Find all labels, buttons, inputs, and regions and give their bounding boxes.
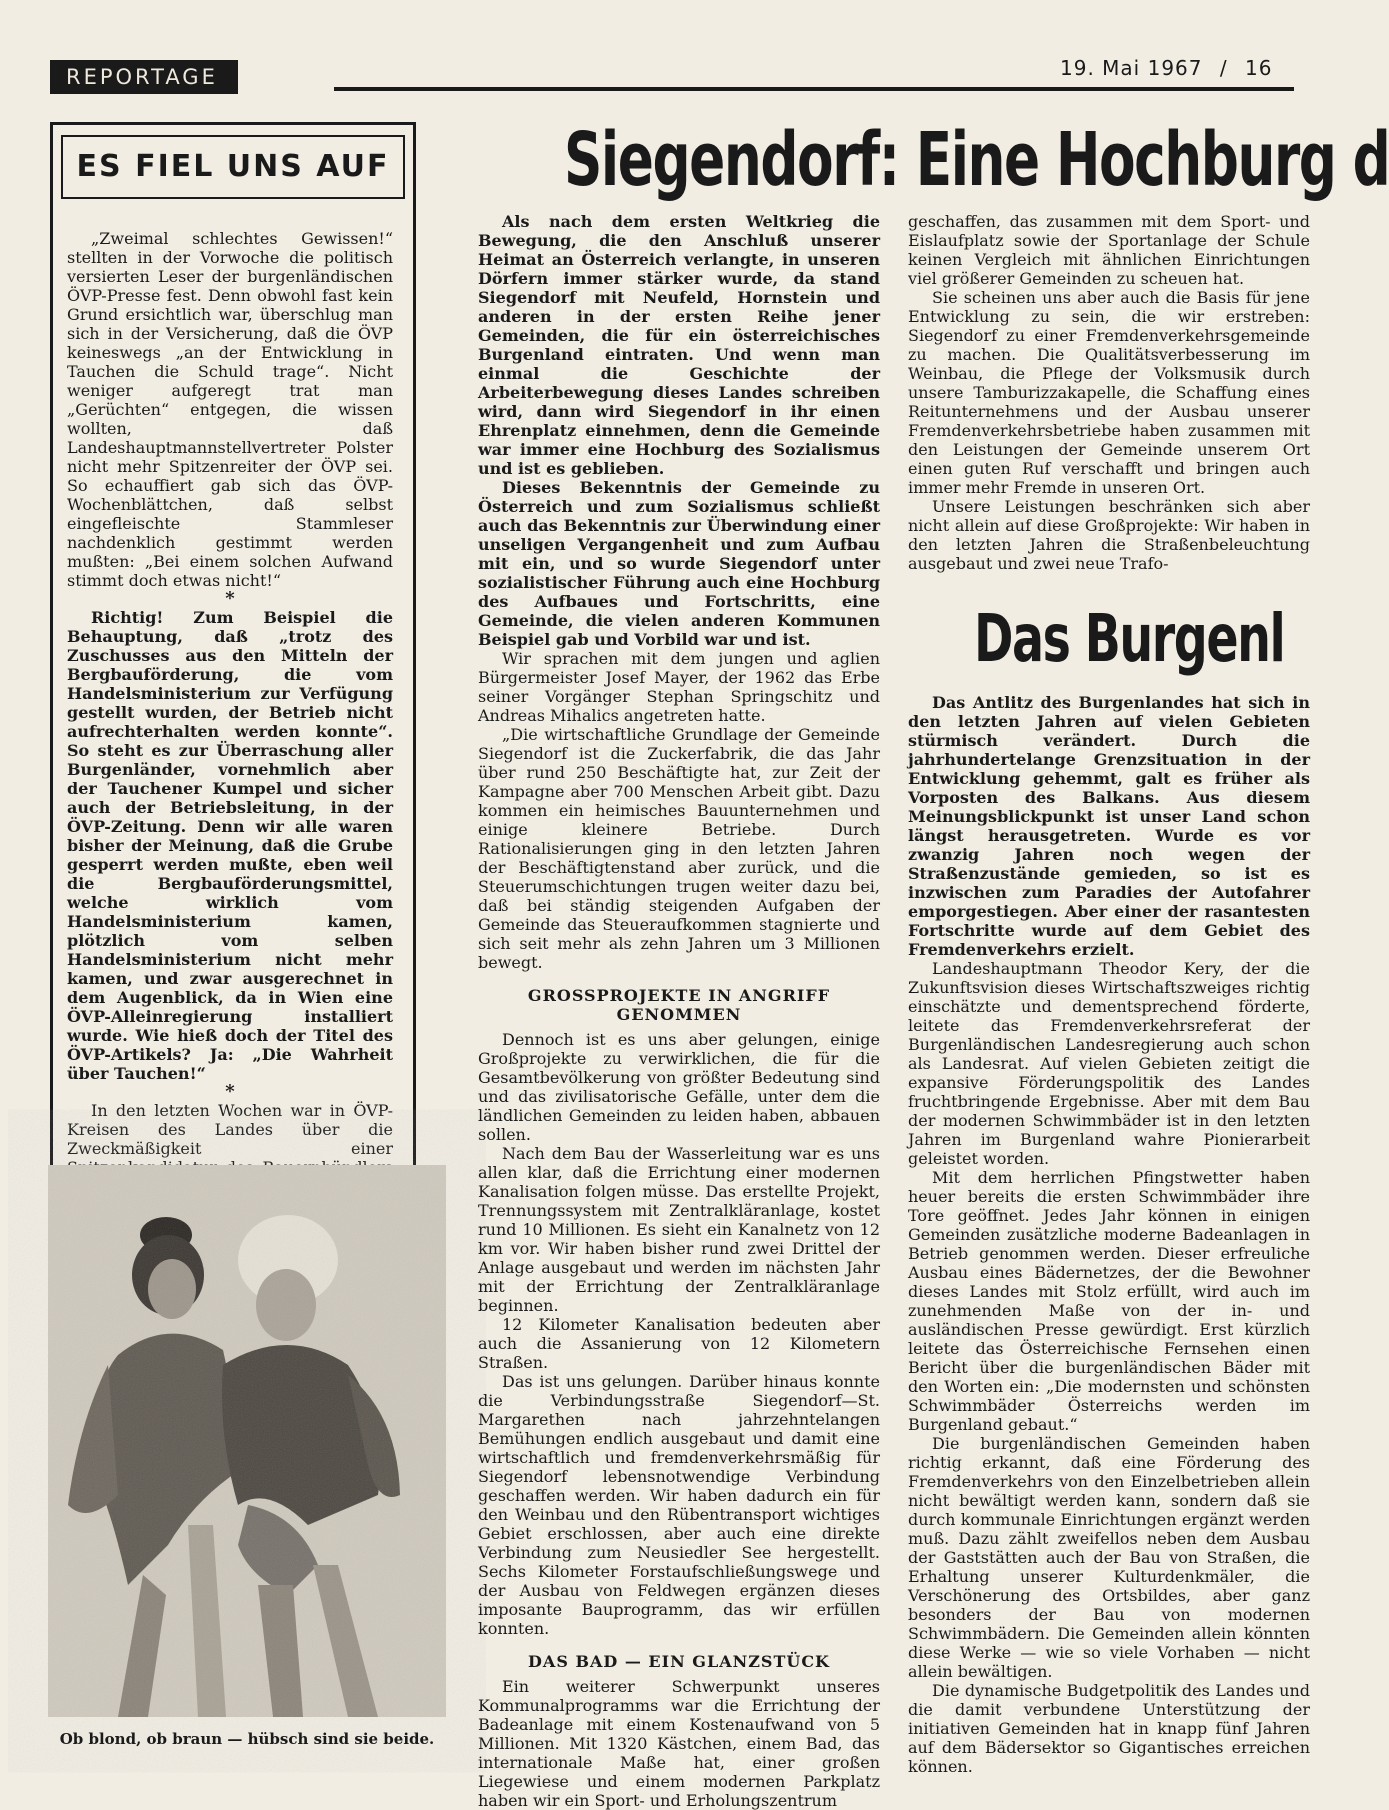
box-title-frame [61, 135, 405, 199]
article-lead: Das Antlitz des Burgenlandes hat sich in den letzten Jahren auf vielen Gebieten stürmisch verändert. Durch die jahrhundertelange Grenzsituation in der Entwicklung gehemmt, galt es früher als Vorposten des Balkans. Aus diesem Meinungsblickpunkt ist unser Land schon längst herausgetreten. Wurde es vor zwanzig Jahren noch wegen der Straßenzustände gemieden, so ist es inzwischen zum Paradies der Autofahrer emporgestiegen. Aber einer der rasantesten Fortschritte wurde auf dem Gebiet des Fremdenverkehrs erzielt. [908, 693, 1310, 959]
box-paragraph: In den letzten Wochen war in ÖVP-Kreisen des Landes über die Zweckmäßigkeit einer [67, 1101, 393, 1158]
article-column-right [908, 212, 1310, 1776]
article-column-middle [478, 212, 880, 1810]
article-paragraph: Wir sprachen mit dem jungen und aglien Bürgermeister Josef Mayer, der 1962 das Erbe seiner Vorgänger Stephan Springschitz und Andreas Mihalics angetreten hatte. [478, 649, 880, 725]
issue-date: 19. Mai 1967 [1060, 56, 1203, 80]
article-paragraph: „Die wirtschaftliche Grundlage der Gemeinde Siegendorf ist die Zuckerfabrik, die das Jahr über rund 250 Beschäftigte hat, zur Zeit der Kampagne aber 700 Menschen Arbeit gibt. Dazu kommen ein heimisches Bauunternehmen und einige kleinere Betriebe. Durch Rationalisierungen ging in den letzten Jahren der Beschäftigtenstand aber zurück, und die Steuerumschichtungen trugen weiter dazu bei, daß bei ständig steigenden Aufgaben der Gemeinde das Steueraufkommen stagnierte und sich seit mehr als zehn Jahren um 3 Millionen bewegt. [478, 725, 880, 972]
article-paragraph: Sie scheinen uns aber auch die Basis für jene Entwicklung zu sein, die wir erstreben: Siegendorf zu einer Fremdenverkehrsgemeinde zu machen. Die Qualitätsverbesserung im Weinbau, die Pflege der Volksmusik durch unsere Tamburizzakapelle, die Schaffung eines Reitunternehmens und der Ausbau unserer Fremdenverkehrsbetriebe haben zusammen mit den Leistungen der Gemeinde unserem Ort einen guten Ruf verschafft und bringen auch immer mehr Fremde in unseren Ort. [908, 288, 1310, 497]
article-paragraph: Nach dem Bau der Wasserleitung war es uns allen klar, daß die Errichtung einer modernen Kanalisation folgen müsse. Das erstellte Projekt, Trennungssystem mit Zentralkläranlage, kostet rund 10 Millionen. Es sieht ein Kanalnetz von 12 km vor. Wir haben bisher rund zwei Drittel der Anlage ausgebaut und werden im nächsten Jahr mit der Errichtung der Zentralkläranlage beginnen. [478, 1144, 880, 1315]
article-lead: Dieses Bekenntnis der Gemeinde zu Österreich und zum Sozialismus schließt auch das Bekenntnis zur Überwindung einer unseligen Vergangenheit und zum Aufbau mit ein, und so wurde Siegendorf unter sozialistischer Führung auch eine Hochburg des Aufbaues und Fortschritts, eine Gemeinde, die vielen anderen Kommunen Beispiel gab und Vorbild war und ist. [478, 478, 880, 649]
article-paragraph: Dennoch ist es uns aber gelungen, einige Großprojekte zu verwirklichen, die für die Gesamtbevölkerung von größter Bedeutung sind und das zivilisatorische Gefälle, unter dem die ländlichen Gemeinden zu leiden haben, abbauen sollen. [478, 1030, 880, 1144]
article-paragraph: Die burgenländischen Gemeinden haben richtig erkannt, daß eine Förderung des Fremdenverkehrs von den Einzelbetrieben allein nicht bewältigt werden kann, sondern daß sie durch kommunale Einrichtungen ergänzt werden muß. Dazu zählt zweifellos neben dem Ausbau der Gaststätten auch der Bau von Straßen, die Erhaltung unserer Kulturdenkmäler, die Verschönerung des Ortsbildes, aber ganz besonders der Bau von modernen Schwimmbädern. Die Gemeinden allein könnten diese Werke — wie so viele Vorhaben — nicht allein bewältigen. [908, 1434, 1310, 1681]
date-separator: / [1219, 56, 1228, 80]
box-body [67, 229, 393, 1310]
subheading: DAS BAD — EIN GLANZSTÜCK [528, 1652, 830, 1671]
article-headline: Siegendorf: Eine Hochburg d [564, 117, 1389, 203]
article-paragraph: Die dynamische Budgetpolitik des Landes und die damit verbundene Unterstützung der initiativen Gemeinden hat in knapp fünf Jahren auf dem Bädersektor so Gigantisches erreichen können. [908, 1681, 1310, 1776]
photo-caption: Ob blond, ob braun — hübsch sind sie beide. [59, 1730, 435, 1748]
photo-illustration [48, 1165, 446, 1717]
article-paragraph: Ein weiterer Schwerpunkt unseres Kommunalprogramms war die Errichtung der Badeanlage mit einem Kostenaufwand von 5 Millionen. Mit 1320 Kästchen, einem Bad, das internationale Maße hat, einer großen Liegewiese und einem modernen Parkplatz haben wir ein Sport- und Erholungszentrum [478, 1677, 880, 1810]
box-paragraph: Richtig! Zum Beispiel die Behauptung, daß „trotz des Zuschusses aus den Mitteln der Bergbauförderung, die vom Handelsministerium zur Verfügung gestellt wurden, der Betrieb nicht aufrechterhalten werden konnte“. So steht es zur Überraschung aller Burgenländer, vornehmlich aber der Tauchener Kumpel und sicher auch der Betriebsleitung, in der ÖVP-Zeitung. Denn wir alle waren bisher der Meinung, daß die Grube gesperrt werden mußte, eben weil die Bergbauförderungsmittel, welche wirklich vom Handelsministerium kamen, plötzlich vom selben Handelsministerium nicht mehr kamen, und zwar ausgerechnet in dem Augenblick, da in Wien eine ÖVP-Alleinregierung installiert wurde. Wie hieß doch der Titel des ÖVP-Artikels? Ja: „Die Wahrheit über Tauchen!“ [67, 608, 393, 1083]
box-title: ES FIEL UNS AUF [76, 149, 390, 184]
article-paragraph: Das ist uns gelungen. Darüber hinaus konnte die Verbindungsstraße Siegendorf—St. Margarethen nach jahrzehntelangen Bemühungen endlich ausgebaut und damit eine wirtschaftlich und fremdenverkehrsmäßig für Siegendorf lebensnotwendige Verbindung geschaffen werden. Wir haben dadurch ein für den Weinbau und den Rübentransport wichtiges Gebiet erschlossen, aber auch eine direkte Verbindung zum Neusiedler See hergestellt. Sechs Kilometer Forstaufschließungswege und der Ausbau von Feldwegen ergänzen dieses imposante Bauprogramm, das wir erfüllen konnten. [478, 1372, 880, 1638]
page-number: 16 [1244, 56, 1273, 80]
separator-star: * [225, 1081, 235, 1102]
subheading: GROSSPROJEKTE IN ANGRIFF GENOMMEN [527, 986, 831, 1024]
header-rule [334, 87, 1294, 91]
second-article-headline: Das Burgenl [974, 600, 1285, 677]
box-paragraph: „Zweimal schlechtes Gewissen!“ stellten in der Vorwoche die politisch versierten Leser der burgenländischen ÖVP-Presse fest. Denn obwohl fast kein Grund ersichtlich war, überschlug man sich in der Versicherung, daß die ÖVP keineswegs „an der Entwicklung in Tauchen die Schuld trage“. Nicht weniger aufgeregt trat man „Gerüchten“ entgegen, die wissen wollten, daß Landeshauptmannstellvertreter Polster nicht mehr Spitzenreiter der ÖVP sei. So echauffiert gab sich das ÖVP-Wochenblättchen, daß selbst eingefleischte Stammleser nachdenklich gestimmt werden mußten: „Bei einem solchen Aufwand stimmt doch etwas nicht!“ [67, 229, 393, 590]
separator-star: * [225, 588, 235, 609]
article-lead: Als nach dem ersten Weltkrieg die Bewegung, die den Anschluß unserer Heimat an Österreich verlangte, in unseren Dörfern immer stärker wurde, da stand Siegendorf mit Neufeld, Hornstein und anderen in der ersten Reihe jener Gemeinden, die für ein österreichisches Burgenland eintraten. Und wenn man einmal die Geschichte der Arbeiterbewegung dieses Landes schreiben wird, dann wird Siegendorf in ihr einen Ehrenplatz einnehmen, denn die Gemeinde war immer eine Hochburg des Sozialismus und ist es geblieben. [478, 212, 880, 478]
section-label: REPORTAGE [50, 60, 238, 94]
issue-date-and-page [1060, 56, 1272, 80]
second-headline-block [974, 591, 1310, 687]
article-paragraph: Mit dem herrlichen Pfingstwetter haben heuer bereits die ersten Schwimmbäder ihre Tore geöffnet. Jedes Jahr können in einigen Gemeinden zusätzliche moderne Badeanlagen in Betrieb genommen werden. Dieser erfreuliche Ausbau eines Bädernetzes, der die Bewohner dieses Landes mit Stolz erfüllt, wird auch im zunehmenden Maße von der in- und ausländischen Presse gewürdigt. Erst kürzlich leitete das Österreichische Fernsehen einen Bericht über die burgenländischen Bäder mit den Worten ein: „Die modernsten und schönsten Schwimmbäder Österreichs werden im Burgenland gebaut.“ [908, 1168, 1310, 1434]
article-paragraph: Landeshauptmann Theodor Kery, der die Zukunftsvision dieses Wirtschaftszweiges richtig einschätzte und dementsprechend förderte, leitete das Fremdenverkehrsreferat der Burgenländischen Landesregierung auch schon als Landesrat. Auf vielen Gebieten zeitigt die expansive Förderungspolitik des Landes fruchtbringende Ergebnisse. Aber mit dem Bau der modernen Schwimmbäder ist in den letzten Jahren im Burgenland wahre Pionierarbeit geleistet worden. [908, 959, 1310, 1168]
article-paragraph: geschaffen, das zusammen mit dem Sport- und Eislaufplatz sowie der Sportanlage der Schule keinen Vergleich mit ähnlichen Einrichtungen viel größerer Gemeinden zu scheuen hat. [908, 212, 1310, 288]
article-paragraph: Unsere Leistungen beschränken sich aber nicht allein auf diese Großprojekte: Wir haben in den letzten Jahren die Straßenbeleuchtung ausgebaut und zwei neue Trafo- [908, 497, 1310, 573]
es-fiel-uns-auf-box [50, 122, 416, 1178]
photo-two-women [48, 1165, 446, 1717]
article-paragraph: 12 Kilometer Kanalisation bedeuten aber auch die Assanierung von 12 Kilometern Straßen. [478, 1315, 880, 1372]
